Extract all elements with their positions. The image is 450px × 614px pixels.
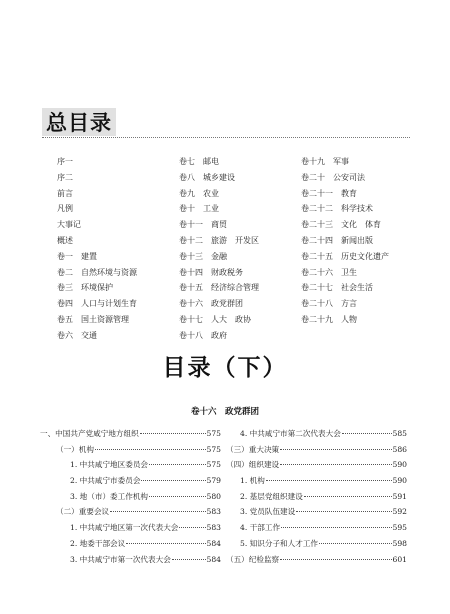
- toc-entry-page-number: 583: [206, 507, 221, 517]
- toc-entry[interactable]: [226, 444, 407, 460]
- index-entry[interactable]: 卷十一 商贸: [179, 220, 227, 230]
- toc-entry-page-number: 598: [392, 538, 407, 548]
- toc-entry[interactable]: [226, 554, 407, 570]
- toc-entry[interactable]: [40, 538, 221, 554]
- index-entry[interactable]: 卷六 交通: [57, 330, 97, 340]
- index-entry[interactable]: 卷九 农业: [179, 188, 219, 198]
- index-entry[interactable]: 卷十九 军事: [301, 157, 349, 166]
- index-entry[interactable]: 序二: [57, 172, 73, 182]
- toc-entry-page-number: 590: [392, 476, 407, 486]
- general-index-column-2: [179, 154, 259, 344]
- toc-entry-page-number: 586: [392, 444, 407, 454]
- toc-entry[interactable]: [226, 428, 407, 444]
- dot-leader: [179, 527, 205, 528]
- dot-leader: [126, 543, 205, 544]
- toc-entry-page-number: 575: [206, 444, 221, 454]
- index-entry[interactable]: 卷二 自然环境与资源: [57, 267, 137, 277]
- volume-title: 目录（下）: [162, 354, 288, 381]
- toc-entry-page-number: 592: [392, 507, 407, 517]
- toc-entry-page-number: 575: [206, 429, 221, 438]
- index-entry[interactable]: 卷十 工业: [179, 204, 219, 214]
- index-entry[interactable]: 卷七 邮电: [179, 157, 219, 166]
- index-entry[interactable]: 凡例: [57, 204, 73, 214]
- index-entry[interactable]: 卷八 城乡建设: [179, 172, 235, 182]
- toc-entry-label: （二）重要会议: [56, 507, 110, 517]
- dot-leader: [149, 464, 205, 465]
- main-heading: 总目录: [46, 110, 112, 135]
- toc-entry[interactable]: [40, 475, 221, 491]
- section-title: 卷十六 政党群团: [190, 407, 259, 417]
- dot-leader: [95, 449, 206, 450]
- toc-entry-label: 4. 干部工作: [240, 523, 281, 533]
- dot-leader: [172, 559, 206, 560]
- index-entry[interactable]: 卷二十七 社会生活: [301, 283, 373, 293]
- dotted-divider: [42, 137, 410, 138]
- toc-entry[interactable]: [226, 475, 407, 491]
- toc-entry-page-number: 583: [206, 523, 221, 533]
- toc-entry-label: 4. 中共咸宁市第二次代表大会: [240, 429, 341, 438]
- index-entry[interactable]: 卷一 建置: [57, 251, 97, 261]
- dot-leader: [296, 511, 391, 512]
- toc-entry-label: 3. 中共咸宁市第一次代表大会: [70, 554, 171, 564]
- index-entry[interactable]: 卷二十五 历史文化遗产: [301, 251, 389, 261]
- dot-leader: [280, 464, 391, 465]
- dot-leader: [281, 527, 391, 528]
- dot-leader: [280, 449, 391, 450]
- toc-entry-page-number: 575: [206, 460, 221, 470]
- toc-entry[interactable]: [40, 444, 221, 460]
- index-entry[interactable]: 卷二十三 文化 体育: [301, 220, 381, 230]
- toc-entry-label: 一、中国共产党咸宁地方组织: [40, 429, 139, 438]
- index-entry[interactable]: 卷十二 旅游 开发区: [179, 235, 259, 245]
- index-entry[interactable]: 卷十五 经济综合管理: [179, 283, 259, 293]
- index-entry[interactable]: 卷十四 财政税务: [179, 267, 243, 277]
- dot-leader: [342, 433, 392, 434]
- toc-entry[interactable]: [40, 491, 221, 507]
- index-entry[interactable]: 卷三 环境保护: [57, 283, 113, 293]
- index-entry[interactable]: 卷十三 金融: [179, 251, 227, 261]
- toc-entry-label: 1. 中共咸宁地区委员会: [70, 460, 149, 470]
- index-entry[interactable]: 卷二十八 方言: [301, 299, 357, 309]
- toc-entry-label: （三）重大决策: [226, 444, 280, 454]
- toc-entry-label: 2. 基层党组织建设: [240, 491, 303, 501]
- dot-leader: [140, 433, 206, 434]
- toc-entry-label: （四）组织建设: [226, 460, 280, 470]
- toc-entry-page-number: 584: [206, 538, 221, 548]
- toc-entry-page-number: 585: [392, 429, 407, 438]
- index-entry[interactable]: 卷十六 政党群团: [179, 299, 243, 309]
- toc-entry[interactable]: [226, 491, 407, 507]
- toc-entry-page-number: 580: [206, 491, 221, 501]
- toc-entry-label: 2. 地委干部会议: [70, 538, 126, 548]
- toc-entry-page-number: 595: [392, 523, 407, 533]
- toc-left-column: [40, 428, 221, 569]
- index-entry[interactable]: 序一: [57, 157, 73, 166]
- index-entry[interactable]: 卷十八 政府: [179, 330, 227, 340]
- toc-entry-page-number: 591: [392, 491, 407, 501]
- main-heading-box: [42, 108, 116, 136]
- toc-entry[interactable]: [40, 459, 221, 475]
- index-entry[interactable]: 卷二十一 教育: [301, 188, 357, 198]
- index-entry[interactable]: 卷二十 公安司法: [301, 172, 365, 182]
- dot-leader: [141, 480, 205, 481]
- dot-leader: [266, 480, 392, 481]
- toc-entry-label: 2. 中共咸宁市委员会: [70, 476, 141, 486]
- toc-entry-page-number: 601: [392, 554, 407, 564]
- toc-entry[interactable]: [40, 554, 221, 570]
- toc-entry-label: 3. 地（市）委工作机构: [70, 491, 149, 501]
- index-entry[interactable]: 卷二十六 卫生: [301, 267, 357, 277]
- toc-entry-label: （一）机构: [56, 444, 94, 454]
- dot-leader: [280, 559, 391, 560]
- index-entry[interactable]: 卷二十四 新闻出版: [301, 235, 373, 245]
- toc-entry-label: 1. 机构: [240, 476, 265, 486]
- toc-entry-page-number: 579: [206, 476, 221, 486]
- toc-entry[interactable]: [40, 428, 221, 444]
- general-index-column-1: [57, 154, 137, 344]
- index-entry[interactable]: 前言: [57, 188, 73, 198]
- toc-entry-page-number: 584: [206, 554, 221, 564]
- index-entry[interactable]: 卷四 人口与计划生育: [57, 299, 137, 309]
- toc-entry-label: （五）纪检监察: [226, 554, 280, 564]
- toc-entry[interactable]: [226, 459, 407, 475]
- toc-right-column: [226, 428, 407, 569]
- index-entry[interactable]: 卷二十九 人物: [301, 314, 357, 324]
- toc-entry[interactable]: [226, 506, 407, 522]
- dot-leader: [149, 496, 205, 497]
- toc-entry[interactable]: [40, 522, 221, 538]
- toc-entry-label: 5. 知识分子和人才工作: [240, 538, 319, 548]
- dot-leader: [319, 543, 391, 544]
- toc-entry-label: 1. 中共咸宁地区第一次代表大会: [70, 523, 179, 533]
- toc-entry[interactable]: [40, 506, 221, 522]
- index-entry[interactable]: 卷十七 人大 政协: [179, 314, 251, 324]
- toc-entry[interactable]: [226, 522, 407, 538]
- general-index-column-3: [301, 154, 389, 328]
- index-entry[interactable]: 卷五 国土资源管理: [57, 314, 129, 324]
- index-entry[interactable]: 大事记: [57, 220, 81, 230]
- index-entry[interactable]: 概述: [57, 235, 73, 245]
- toc-entry-label: 3. 党员队伍建设: [240, 507, 296, 517]
- toc-entry[interactable]: [226, 538, 407, 554]
- toc-entry-page-number: 590: [392, 460, 407, 470]
- index-entry[interactable]: 卷二十二 科学技术: [301, 204, 373, 214]
- dot-leader: [304, 496, 392, 497]
- dot-leader: [110, 511, 205, 512]
